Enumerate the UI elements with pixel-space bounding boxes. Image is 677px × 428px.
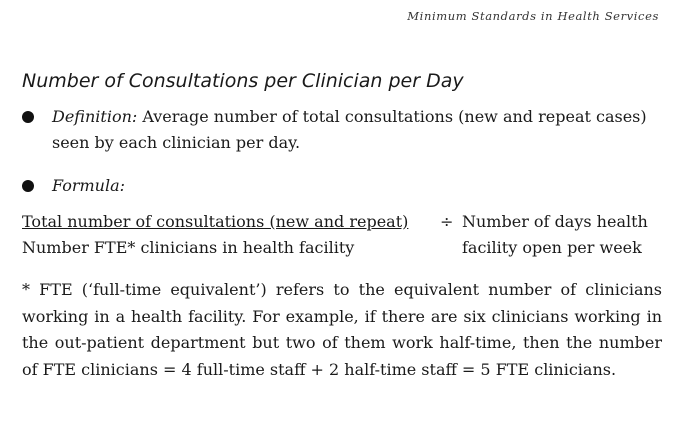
definition-text-block	[52, 104, 662, 156]
bullet-icon	[22, 111, 34, 123]
formula-operator: ÷	[440, 212, 454, 231]
formula-divisor-line1: Number of days health	[462, 212, 648, 231]
running-header: Minimum Standards in Health Services	[407, 9, 659, 23]
bullet-icon	[22, 180, 34, 192]
formula-divisor-line2: facility open per week	[462, 238, 642, 257]
formula-term-block	[52, 173, 662, 199]
formula-numerator: Total number of consultations (new and repeat)	[22, 212, 409, 231]
definition-text: Average number of total consultations (new and repeat cases) seen by each clinician per day.	[52, 107, 647, 152]
formula-term: Formula:	[52, 176, 126, 195]
fte-footnote: * FTE (‘full-time equivalent’) refers to the equivalent number of clinicians working in a health facility. For example, if there are six clinicians working in the out-patient department but two of them work half-time, then the number of FTE clinicians = 4 full-time staff + 2 half-time staff = 5 FTE clinicians.	[22, 280, 662, 379]
formula-denominator: Number FTE* clinicians in health facility	[22, 238, 355, 257]
section-title: Number of Consultations per Clinician per Day	[22, 70, 464, 92]
definition-term: Definition:	[52, 107, 138, 126]
